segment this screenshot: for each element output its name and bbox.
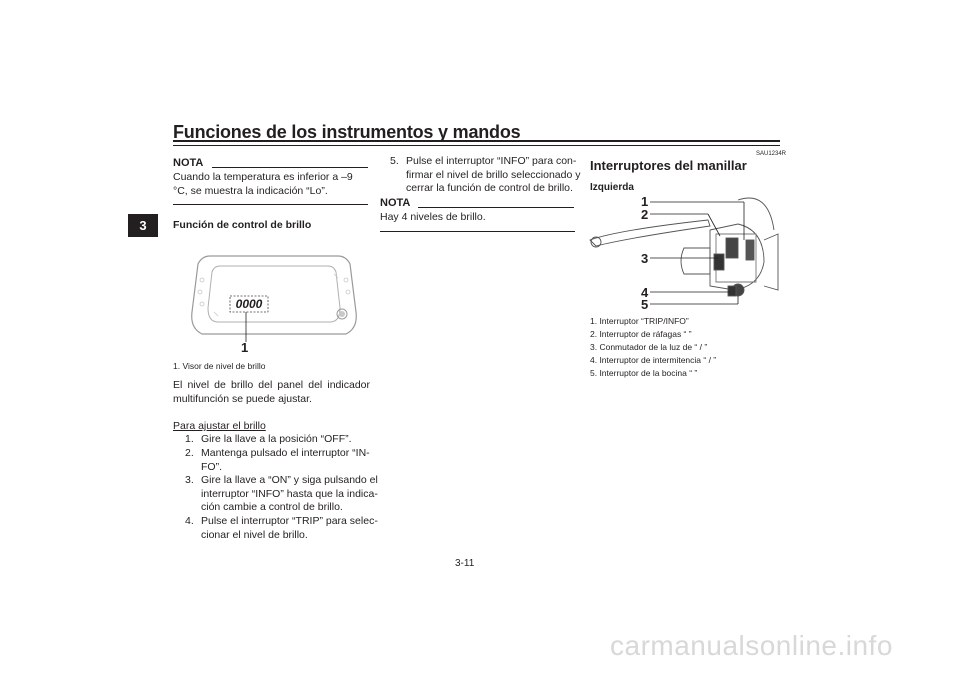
caption-5: 5. Interruptor de la bocina “ ” [590, 368, 698, 378]
step-3: 3. Gire la llave a “ON” y siga pulsando el interruptor “INFO” hasta que la indica-ción cambie a control de brillo. [185, 474, 378, 514]
callout-3: 3 [641, 251, 649, 266]
header-rule [173, 140, 780, 142]
instrument-display-figure [188, 250, 360, 355]
step-4: 4. Pulse el interruptor “TRIP” para selec-cionar el nivel de brillo. [185, 515, 378, 541]
chapter-tab: 3 [128, 214, 158, 237]
caption-2: 2. Interruptor de ráfagas “ ” [590, 329, 692, 339]
caption-1: 1. Interruptor “TRIP/INFO” [590, 316, 689, 326]
subheading: Para ajustar el brillo [173, 420, 266, 432]
step-2: 2. Mantenga pulsado el interruptor “IN-FO”. [185, 447, 370, 473]
figure-caption: 1. Visor de nivel de brillo [173, 361, 266, 371]
caption-4: 4. Interruptor de intermitencia “ / ” [590, 355, 717, 365]
intro-paragraph: El nivel de brillo del panel del indicador multifunción se puede ajustar. [173, 379, 370, 405]
nota-rule [212, 167, 368, 168]
brightness-level-display: 0000 [235, 297, 263, 311]
watermark: carmanualsonline.info [610, 630, 893, 661]
figure-callout: 1 [241, 340, 249, 355]
nota-heading-2: NOTA [380, 197, 411, 209]
callout-1: 1 [641, 194, 649, 209]
nota-end-rule [173, 204, 368, 205]
nota-text-2: Hay 4 niveles de brillo. [380, 211, 486, 223]
caption-3: 3. Conmutador de la luz de “ / ” [590, 342, 708, 352]
step-5: 5. Pulse el interruptor “INFO” para con-firmar el nivel de brillo seleccionado y cerrar la función de control de brillo. [390, 155, 581, 195]
nota-rule-2 [418, 207, 574, 208]
header-rule-thin [173, 145, 780, 146]
section-title-2: Interruptores del manillar [590, 158, 747, 173]
section-title: Función de control de brillo [173, 219, 312, 231]
subheading-left: Izquierda [590, 182, 634, 193]
page-number: 3-11 [455, 558, 475, 569]
handlebar-switch-figure [588, 190, 780, 310]
step-1: 1. Gire la llave a la posición “OFF”. [185, 433, 352, 445]
callout-5: 5 [641, 297, 649, 312]
callout-2: 2 [641, 207, 649, 222]
nota-heading: NOTA [173, 157, 204, 169]
nota-end-rule-2 [380, 231, 575, 232]
callout-4: 4 [641, 285, 649, 300]
section-code: SAU1234R [756, 151, 787, 157]
page-title: Funciones de los instrumentos y mandos [173, 122, 521, 142]
nota-text: Cuando la temperatura es inferior a –9 °C, se muestra la indicación “Lo”. [173, 171, 353, 197]
